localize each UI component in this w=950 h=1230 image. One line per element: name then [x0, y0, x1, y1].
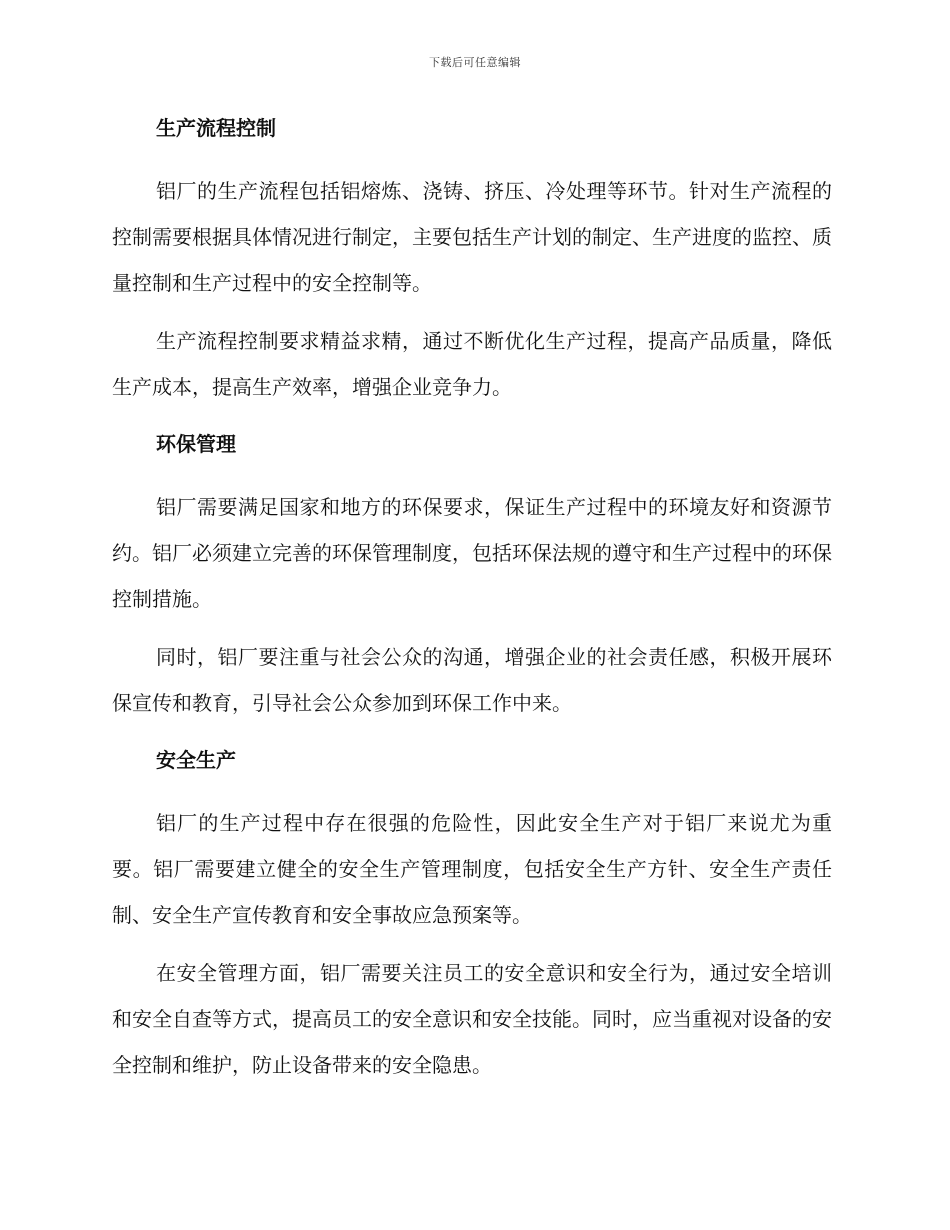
- paragraph: 同时，铝厂要注重与社会公众的沟通，增强企业的社会责任感，积极开展环保宣传和教育，引导社会公众参加到环保工作中来。: [112, 645, 832, 715]
- paragraph: 铝厂的生产过程中存在很强的危险性，因此安全生产对于铝厂来说尤为重要。铝厂需要建立健全的安全生产管理制度，包括安全生产方针、安全生产责任制、安全生产宣传教育和安全事故应急预案等。: [112, 811, 832, 927]
- section-heading: 环保管理: [156, 432, 236, 456]
- document-body: [112, 112, 832, 1088]
- section-heading: 安全生产: [156, 748, 236, 772]
- paragraph: 生产流程控制要求精益求精，通过不断优化生产过程，提高产品质量，降低生产成本，提高生产效率，增强企业竞争力。: [112, 329, 832, 399]
- paragraph: 在安全管理方面，铝厂需要关注员工的安全意识和安全行为，通过安全培训和安全自查等方式，提高员工的安全意识和安全技能。同时，应当重视对设备的安全控制和维护，防止设备带来的安全隐患。: [112, 961, 832, 1077]
- section-safety-production: [112, 744, 832, 1088]
- paragraph: 铝厂的生产流程包括铝熔炼、浇铸、挤压、冷处理等环节。针对生产流程的控制需要根据具体情况进行制定，主要包括生产计划的制定、生产进度的监控、质量控制和生产过程中的安全控制等。: [112, 179, 832, 295]
- section-production-control: [112, 112, 832, 410]
- section-heading: 生产流程控制: [156, 116, 276, 140]
- page-header-note: 下载后可任意编辑: [429, 56, 521, 69]
- paragraph: 铝厂需要满足国家和地方的环保要求，保证生产过程中的环境友好和资源节约。铝厂必须建立完善的环保管理制度，包括环保法规的遵守和生产过程中的环保控制措施。: [112, 495, 832, 611]
- section-environmental-management: [112, 428, 832, 726]
